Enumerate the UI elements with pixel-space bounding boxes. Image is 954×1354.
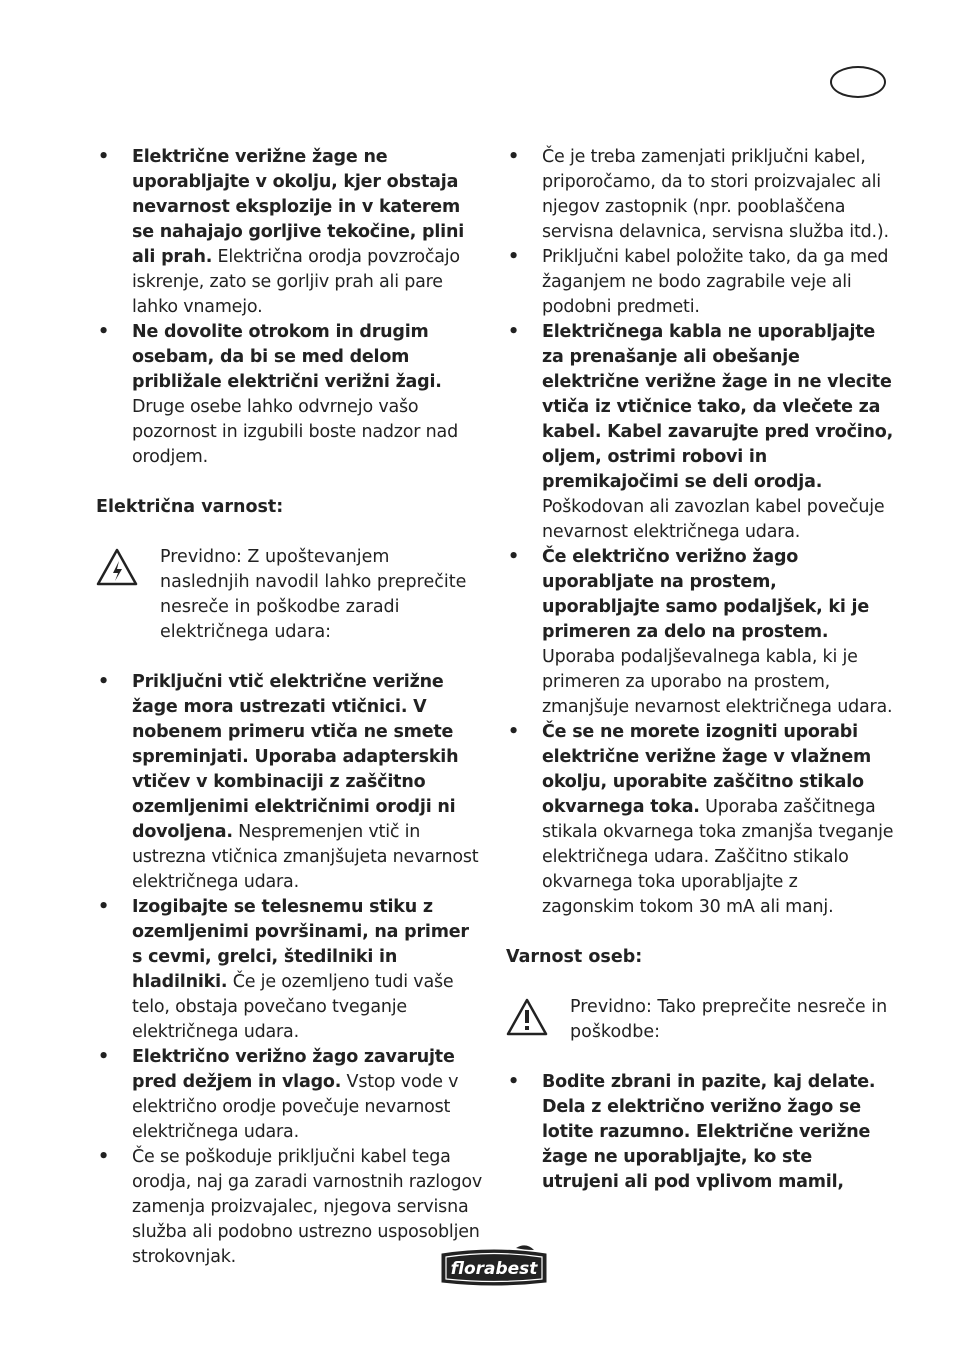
list-item: • Električno verižno žago zavarujte pred dežjem in vlago. Vstop vode v električno orodje povečuje nevarnost električnega udara. — [98, 1047, 459, 1142]
item-bold: Ne dovolite otrokom in drugim osebam, da bi se med delom približale električni verižni žagi. — [132, 322, 442, 392]
section-heading: Električna varnost: — [96, 497, 284, 517]
item-bold: Električne verižne žage ne uporabljajte v okolju, kjer obstaja nevarnost eksplozije in v katerem se nahajajo gorljive tekočine, plini ali prah. — [132, 147, 465, 267]
logo-text: florabest — [450, 1259, 538, 1279]
item-bold: Če električno verižno žago uporabljate na prostem, uporabljajte samo podaljšek, ki je primeren za delo na prostem. — [542, 547, 870, 642]
item-text: Uporaba podaljševalnega kabla, ki je primeren za uporabo na prostem, zmanjšuje nevarnost električnega udara. — [542, 647, 893, 717]
item-bold: Bodite zbrani in pazite, kaj delate. Dela z električno verižno žago se lotite razumno. Električne verižne žage ne uporabljajte, ko ste utrujeni ali pod vplivom mamil, — [542, 1072, 876, 1192]
warning-text: Previdno: Z upoštevanjem naslednjih navodil lahko preprečite nesreče in poškodbe zaradi električnega udara: — [160, 547, 467, 642]
item-text: Če se poškoduje priključni kabel tega orodja, naj ga zaradi varnostnih razlogov zamenja proizvajalec, njegova servisna služba ali podobno ustrezno usposobljen strokovnjak. — [132, 1147, 483, 1267]
list-item: • Če se ne morete izogniti uporabi električne verižne žage v vlažnem okolju, uporabite zaščitno stikalo okvarnega toka. Uporaba zaščitnega stikala okvarnega toka zmanjša tveganje električnega udara. Zaščitno stikalo okvarnega toka uporabljajte z zagonskim tokom 30 mA ali manj. — [508, 722, 894, 917]
list-item: • Električne verižne žage ne uporabljajte v okolju, kjer obstaja nevarnost eksplozije in v katerem se nahajajo gorljive tekočine, plini ali prah. Električna orodja povzročajo iskrenje, zato se gorljiv prah ali pare lahko vnamejo. — [98, 147, 465, 317]
exclamation-triangle-icon — [506, 997, 548, 1037]
list-item: • Izogibajte se telesnemu stiku z ozemljenimi površinami, na primer s cevmi, grelci, štedilniki in hladilniki. Če je ozemljeno tudi vaše telo, obstaja povečano tveganje električnega udara. — [98, 897, 469, 1042]
warning-note — [506, 995, 894, 1045]
bullet-list-b — [506, 1070, 894, 1195]
list-item: • Električnega kabla ne uporabljajte za prenašanje ali obešanje električne verižne žage in ne vlecite vtiča iz vtičnice tako, da vlečete za kabel. Kabel zavarujte pred vročino, oljem, ostrimi robovi in premikajočimi se deli orodja. Poškodovan ali zavozlan kabel povečuje nevarnost električnega udara. — [508, 322, 894, 542]
bullet-list-a — [506, 145, 894, 920]
bullet-list-b — [96, 670, 484, 1270]
item-text: Električna orodja povzročajo iskrenje, zato se gorljiv prah ali pare lahko vnamejo. — [132, 247, 460, 317]
item-text: Priključni kabel položite tako, da ga med žaganjem ne bodo zagrabile veje ali podobni predmeti. — [542, 247, 889, 317]
florabest-logo — [438, 1244, 550, 1288]
list-item: • Bodite zbrani in pazite, kaj delate. Dela z električno verižno žago se lotite razumno. Električne verižne žage ne uporabljajte, ko ste utrujeni ali pod vplivom mamil, — [508, 1072, 876, 1192]
list-item: • Priključni vtič električne verižne žage mora ustrezati vtičnici. V nobenem primeru vtiča ne smete spreminjati. Uporaba adapterskih vtičev v kombinaciji z zaščitno ozemljenimi električnimi orodji ni dovoljena. Nespremenjen vtič in ustrezna vtičnica zmanjšujeta nevarnost električnega udara. — [98, 672, 479, 892]
item-bold: Izogibajte se telesnemu stiku z ozemljenimi površinami, na primer s cevmi, grelci, štedilniki in hladilniki. — [132, 897, 469, 992]
list-item: • Priključni kabel položite tako, da ga med žaganjem ne bodo zagrabile veje ali podobni predmeti. — [508, 247, 889, 317]
warning-note — [96, 545, 484, 645]
item-text: Če je treba zamenjati priključni kabel, priporočamo, da to stori proizvajalec ali njegov zastopnik (npr. pooblaščena servisna delavnica, servisna služba itd.). — [542, 147, 889, 242]
item-text: Nespremenjen vtič in ustrezna vtičnica zmanjšujeta nevarnost električnega udara. — [132, 822, 479, 892]
item-text: Uporaba zaščitnega stikala okvarnega toka zmanjša tveganje električnega udara. Zaščitno stikalo okvarnega toka uporabljajte z zagonskim tokom 30 mA ali manj. — [542, 797, 894, 917]
item-text: Če je ozemljeno tudi vaše telo, obstaja povečano tveganje električnega udara. — [132, 972, 454, 1042]
item-text: Druge osebe lahko odvrnejo vašo pozornost in izgubili boste nadzor nad orodjem. — [132, 397, 458, 467]
bullet-list-a — [96, 145, 484, 470]
item-text: Poškodovan ali zavozlan kabel povečuje nevarnost električnega udara. — [542, 497, 885, 542]
list-item: • Ne dovolite otrokom in drugim osebam, da bi se med delom približale električni verižni žagi. Druge osebe lahko odvrnejo vašo pozornost in izgubili boste nadzor nad orodjem. — [98, 322, 458, 467]
item-bold: Če se ne morete izogniti uporabi električne verižne žage v vlažnem okolju, uporabite zaščitno stikalo okvarnega toka. — [542, 722, 872, 817]
item-bold: Električnega kabla ne uporabljajte za prenašanje ali obešanje električne verižne žage in ne vlecite vtiča iz vtičnice tako, da vlečete za kabel. Kabel zavarujte pred vročino, oljem, ostrimi robovi in premikajočimi se deli orodja. — [542, 322, 894, 492]
item-bold: Električno verižno žago zavarujte pred dežjem in vlago. — [132, 1047, 455, 1092]
list-item: • Če električno verižno žago uporabljate na prostem, uporabljajte samo podaljšek, ki je primeren za delo na prostem. Uporaba podaljševalnega kabla, ki je primeren za uporabo na prostem, zmanjšuje nevarnost električnega udara. — [508, 547, 893, 717]
right-column — [506, 145, 894, 1195]
list-item: • Če je treba zamenjati priključni kabel, priporočamo, da to stori proizvajalec ali njegov zastopnik (npr. pooblaščena servisna delavnica, servisna služba itd.). — [508, 147, 889, 242]
warning-text: Previdno: Tako preprečite nesreče in poškodbe: — [570, 997, 888, 1042]
language-marker — [830, 66, 886, 98]
item-bold: Priključni vtič električne verižne žage mora ustrezati vtičnici. V nobenem primeru vtiča ne smete spreminjati. Uporaba adapterskih vtičev v kombinaciji z zaščitno ozemljenimi električnimi orodji ni dovoljena. — [132, 672, 459, 842]
section-heading: Varnost oseb: — [506, 947, 643, 967]
left-column — [96, 145, 484, 1270]
list-item: • Če se poškoduje priključni kabel tega orodja, naj ga zaradi varnostnih razlogov zamenja proizvajalec, njegova servisna služba ali podobno ustrezno usposobljen strokovnjak. — [98, 1147, 483, 1267]
lightning-triangle-icon — [96, 547, 138, 587]
item-text: Vstop vode v električno orodje povečuje nevarnost električnega udara. — [132, 1072, 459, 1142]
